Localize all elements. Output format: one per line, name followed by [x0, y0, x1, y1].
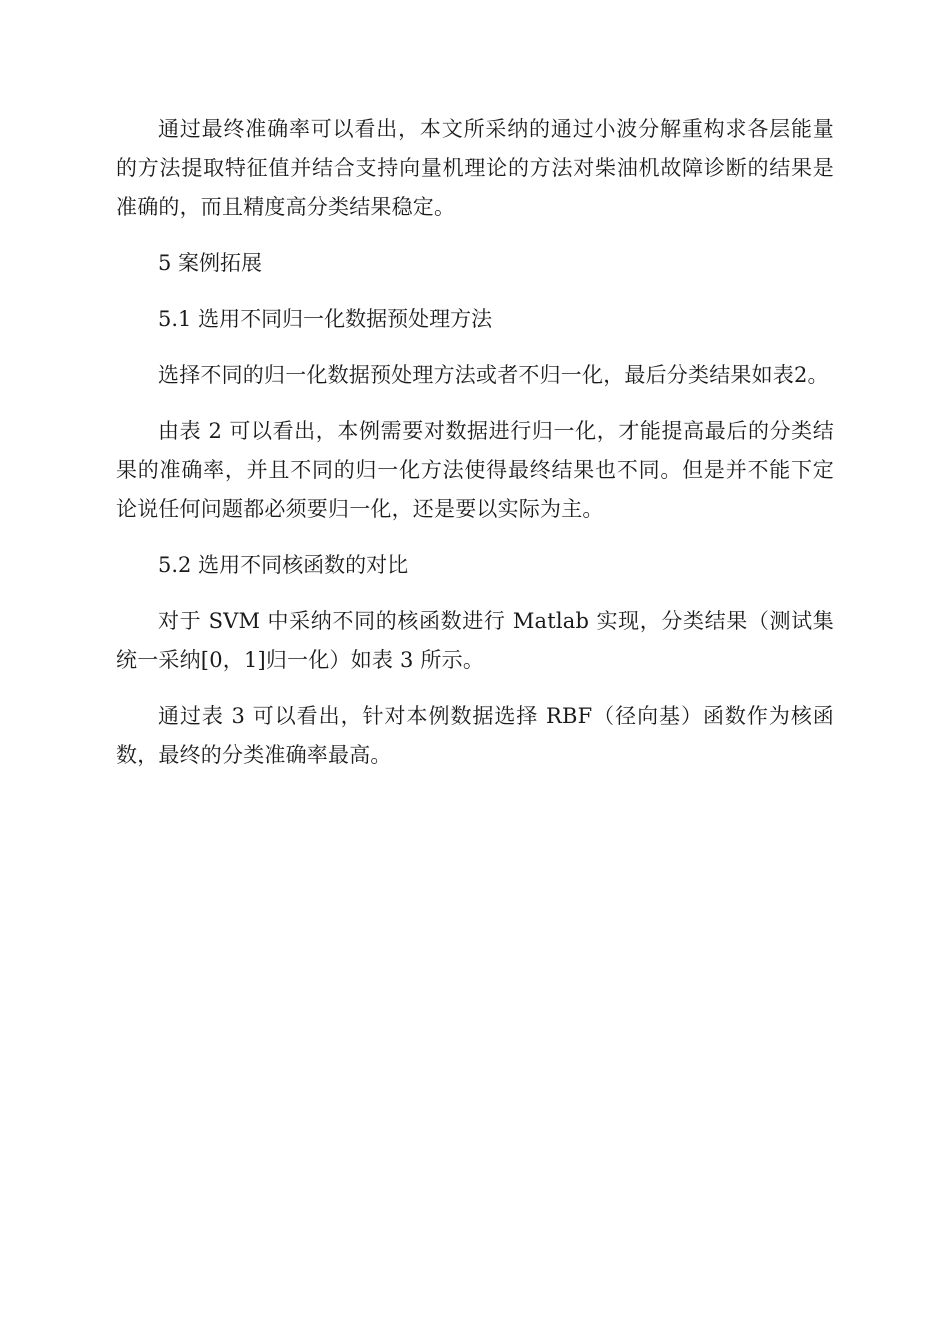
paragraph-normalization-result: 由表 2 可以看出，本例需要对数据进行归一化，才能提高最后的分类结果的准确率，并且不同的归一化方法使得最终结果也不同。但是并不能下定论说任何问题都必须要归一化，还是要以实际为主。: [116, 419, 834, 521]
subsection-heading-normalization: 5.1 选用不同归一化数据预处理方法: [158, 307, 493, 331]
subsection-heading-kernel: 5.2 选用不同核函数的对比: [158, 553, 409, 577]
paragraph-kernel-result: 通过表 3 可以看出，针对本例数据选择 RBF（径向基）函数作为核函数，最终的分类准确率最高。: [116, 704, 834, 767]
section-heading-case-extension: 5 案例拓展: [158, 251, 263, 275]
paragraph-conclusion: 通过最终准确率可以看出，本文所采纳的通过小波分解重构求各层能量的方法提取特征值并结合支持向量机理论的方法对柴油机故障诊断的结果是准确的，而且精度高分类结果稳定。: [116, 117, 834, 219]
paragraph-kernel-intro: 对于 SVM 中采纳不同的核函数进行 Matlab 实现，分类结果（测试集统一采纳[0，1]归一化）如表 3 所示。: [116, 609, 834, 672]
paragraph-normalization-intro: 选择不同的归一化数据预处理方法或者不归一化，最后分类结果如表2。: [158, 363, 829, 387]
document-body: [116, 110, 834, 792]
